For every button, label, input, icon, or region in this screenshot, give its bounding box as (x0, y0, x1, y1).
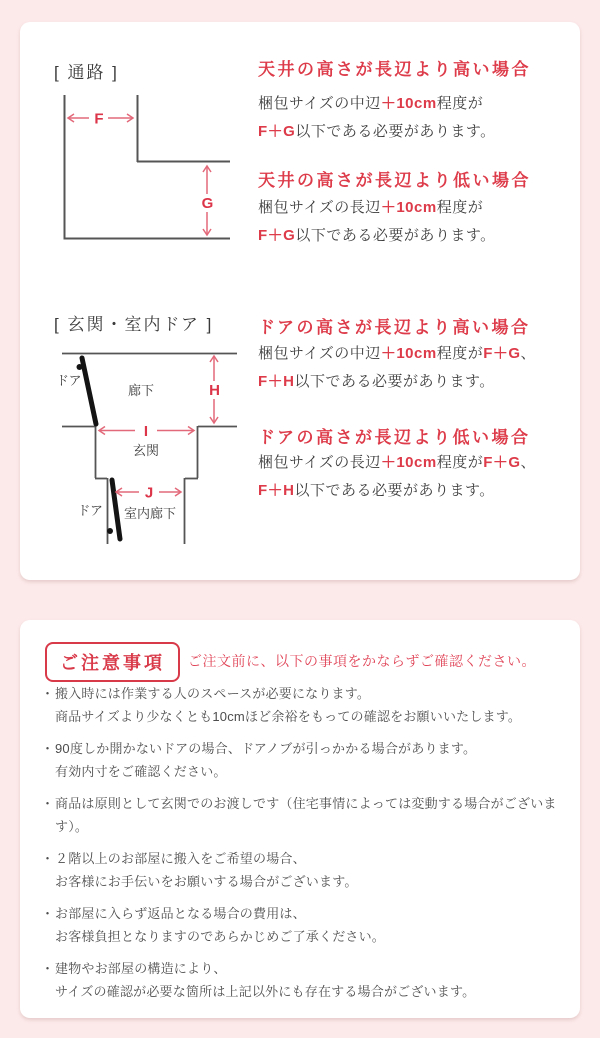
note-line: お客様負担となりますのであらかじめご了承ください。 (55, 929, 386, 944)
note-line: ２階以上のお部屋に搬入をご希望の場合、 (55, 851, 306, 866)
ceiling-higher-heading: 天井の高さが長辺より高い場合 (258, 60, 531, 79)
dim-label-g: G (201, 195, 214, 212)
text-segment: 程度が (436, 199, 484, 216)
text-segment: 程度が (436, 95, 484, 112)
text-segment-red: F＋G (258, 227, 296, 244)
door-higher-note (258, 340, 536, 396)
door-icon (82, 358, 96, 424)
notice-list (40, 682, 568, 1012)
text-segment: 梱包サイズの長辺 (258, 454, 381, 471)
ceiling-lower-heading: 天井の高さが長辺より低い場合 (258, 171, 531, 190)
note-line (258, 368, 536, 396)
note-line (258, 194, 496, 222)
list-item (40, 847, 568, 893)
door-lower-note (258, 449, 536, 505)
text-segment: 程度が (436, 345, 484, 362)
door-knob-icon (77, 364, 83, 370)
dim-label-i: I (143, 423, 149, 440)
list-item (40, 737, 568, 783)
dim-label-j: J (144, 484, 154, 502)
interior-corridor-label: 室内廊下 (123, 506, 177, 521)
corridor-label: 廊下 (127, 383, 155, 398)
note-line (258, 222, 496, 250)
list-item (40, 957, 568, 1003)
note-line: 有効内寸をご確認ください。 (55, 764, 227, 779)
note-line (258, 449, 536, 477)
ceiling-lower-note (258, 194, 496, 250)
door-icon (112, 480, 120, 539)
text-segment: 程度が (436, 454, 484, 471)
text-segment: 以下である必要があります。 (294, 373, 495, 390)
note-line: 商品は原則として玄関でのお渡しです（住宅事情によっては変動する場合がございます）。 (55, 796, 557, 834)
ceiling-higher-note (258, 90, 496, 146)
note-line: サイズの確認が必要な箇所は上記以外にも存在する場合がございます。 (55, 984, 476, 999)
text-segment-red: F＋G (483, 454, 521, 471)
door-knob-icon (107, 528, 113, 534)
text-segment: 梱包サイズの長辺 (258, 199, 381, 216)
notice-lead-text: ご注文前に、以下の事項をかならずご確認ください。 (188, 653, 536, 669)
door-higher-heading: ドアの高さが長辺より高い場合 (258, 318, 531, 337)
text-segment-red: ＋10cm (380, 454, 437, 471)
entrance-label: 玄関 (132, 443, 160, 458)
bullet-icon: ・ (41, 851, 55, 866)
bullet-icon: ・ (41, 796, 55, 811)
notice-card (20, 620, 580, 1018)
bullet-icon: ・ (41, 961, 55, 976)
text-segment-red: F＋H (258, 482, 295, 499)
door-label: ドア (77, 503, 103, 518)
text-segment-red: ＋10cm (380, 345, 437, 362)
dim-label-f: F (94, 110, 104, 128)
dim-label-h: H (209, 382, 220, 399)
note-line (258, 118, 496, 146)
text-segment: 、 (520, 454, 537, 471)
text-segment-red: F＋G (483, 345, 521, 362)
notice-badge: ご注意事項 (45, 642, 180, 682)
text-segment-red: ＋10cm (380, 199, 437, 216)
passage-section-label: [ 通路 ] (54, 63, 119, 82)
list-item (40, 682, 568, 728)
text-segment: 梱包サイズの中辺 (258, 95, 381, 112)
note-line (258, 477, 536, 505)
measurement-card (20, 22, 580, 580)
bullet-icon: ・ (41, 686, 55, 701)
text-segment-red: F＋H (258, 373, 295, 390)
passage-diagram (63, 95, 230, 241)
note-line (258, 340, 536, 368)
entrance-diagram (55, 352, 240, 545)
text-segment: 以下である必要があります。 (295, 227, 496, 244)
text-segment: 以下である必要があります。 (294, 482, 495, 499)
text-segment: 以下である必要があります。 (295, 123, 496, 140)
note-line: 90度しか開かないドアの場合、ドアノブが引っかかる場合があります。 (55, 741, 477, 756)
note-line: お部屋に入らず返品となる場合の費用は、 (55, 906, 306, 921)
text-segment: 梱包サイズの中辺 (258, 345, 381, 362)
bullet-icon: ・ (41, 741, 55, 756)
note-line: 商品サイズより少なくとも10cmほど余裕をもっての確認をお願いいたします。 (55, 709, 522, 724)
note-line (258, 90, 496, 118)
door-lower-heading: ドアの高さが長辺より低い場合 (258, 428, 531, 447)
note-line: 搬入時には作業する人のスペースが必要になります。 (55, 686, 371, 701)
list-item (40, 902, 568, 948)
bullet-icon: ・ (41, 906, 55, 921)
text-segment-red: ＋10cm (380, 95, 437, 112)
text-segment-red: F＋G (258, 123, 296, 140)
note-line: お客様にお手伝いをお願いする場合がございます。 (55, 874, 358, 889)
text-segment: 、 (520, 345, 537, 362)
note-line: 建物やお部屋の構造により、 (55, 961, 227, 976)
entrance-section-label: [ 玄関・室内ドア ] (54, 315, 214, 334)
door-label: ドア (56, 373, 82, 388)
list-item (40, 792, 568, 838)
